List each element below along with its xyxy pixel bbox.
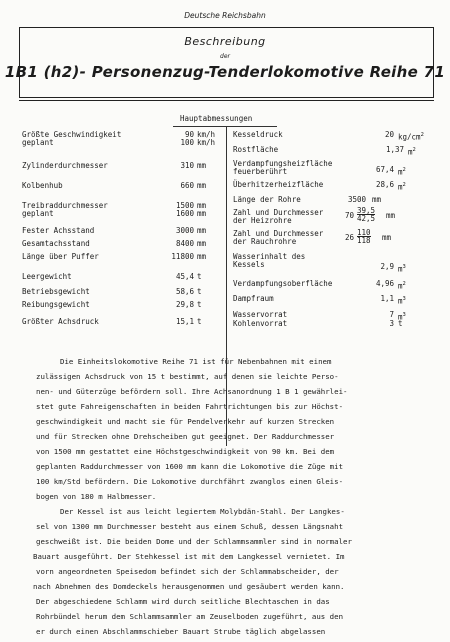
spec-right-value: 7: [389, 310, 394, 319]
spec-left-unit: mm: [197, 226, 207, 235]
spec-right-value: 1,37: [385, 145, 404, 154]
body-line: nach Abnehmen des Domdeckels herausgenommen und gesäubert werden kann.: [33, 582, 345, 591]
spec-left-unit: mm: [197, 181, 207, 190]
body-line: zulässigen Achsdruck von 15 t bestimmt, auf denen sie leichte Perso-: [36, 372, 339, 381]
spec-right-unit: $m^2$: [398, 281, 406, 291]
spec-left-label: Fester Achsstand: [22, 226, 95, 235]
spec-left-value: 15,1: [175, 317, 194, 326]
title-divider: [19, 97, 434, 98]
spec-right-unit: mm: [382, 233, 392, 242]
body-line: geschwindigkeit und macht sie für Pendelverkehr auf kurzen Strecken: [36, 417, 335, 426]
fraction-denominator: 118: [357, 236, 371, 245]
spec-left-label: Kolbenhub: [22, 181, 63, 190]
spec-left-unit: mm: [197, 252, 207, 261]
spec-right-value: 3: [389, 319, 394, 328]
spec-right-label: Zahl und Durchmesser: [233, 208, 324, 217]
spec-left-value: 90: [184, 130, 194, 139]
spec-left-unit: t: [197, 317, 202, 326]
spec-right-value: 1,1: [380, 294, 394, 303]
spec-right-unit: $m^2$: [398, 167, 406, 177]
spec-left-value: 660: [180, 181, 194, 190]
column-divider: [226, 127, 227, 446]
spec-right-unit: $m^2$: [398, 182, 406, 192]
spec-right-value: 67,4: [375, 165, 394, 174]
spec-left-label: Treibraddurchmesser: [22, 201, 108, 210]
body-line: nen- und Güterzüge befördern soll. Ihre Achsanordnung 1 B 1 gewährlei-: [36, 387, 348, 396]
spec-right-value: 2,9: [380, 262, 394, 271]
spec-right-unit: $m^3$: [398, 264, 406, 274]
body-line: er durch einen Abschlammschieber Bauart Strube täglich abgelassen: [36, 627, 326, 636]
body-line: von 1500 mm gestattet eine Höchstgeschwindigkeit von 90 km. Bei dem: [36, 447, 335, 456]
spec-right-label: Zahl und Durchmesser: [233, 229, 324, 238]
spec-right-count: 70: [344, 211, 354, 220]
spec-right-label: der Heizrohre: [233, 216, 292, 225]
spec-right-value: 4,96: [375, 279, 394, 288]
spec-left-label: Leergewicht: [22, 272, 72, 281]
spec-right-label: Verdampfungsoberfläche: [233, 279, 333, 288]
spec-left-label: Betriebsgewicht: [22, 287, 90, 296]
spec-right-unit: $m^3$: [398, 312, 406, 322]
spec-right-label: Rostfläche: [233, 145, 279, 154]
spec-left-label: Länge über Puffer: [22, 252, 99, 261]
spec-left-value: 310: [180, 161, 194, 170]
dimensions-heading: Hauptabmessungen: [180, 114, 253, 123]
spec-right-unit: $m^3$: [398, 296, 406, 306]
spec-left-value: 45,4: [175, 272, 194, 281]
body-line: geschweißt ist. Die beiden Dome und der Schlammsammler sind in normaler: [36, 537, 352, 546]
issuer-label: Deutsche Reichsbahn: [184, 11, 266, 20]
spec-left-unit: t: [197, 287, 202, 296]
spec-right-count: 26: [344, 233, 354, 242]
spec-right-label: Kesseldruck: [233, 130, 283, 139]
spec-left-value: 3000: [175, 226, 194, 235]
spec-left-label: Größter Achsdruck: [22, 317, 99, 326]
document-type-sub: der: [220, 53, 230, 60]
spec-right-unit: mm: [372, 195, 382, 204]
body-line: Die Einheitslokomotive Reihe 71 ist für Nebenbahnen mit einem: [60, 357, 332, 366]
body-line: Der Kessel ist aus leicht legiertem Molybdän-Stahl. Der Langkes-: [60, 507, 345, 516]
spec-right-unit: mm: [386, 211, 396, 220]
spec-right-label: der Rauchrohre: [233, 237, 297, 246]
fraction-numerator: 110: [357, 228, 371, 237]
spec-right-fraction: [357, 207, 375, 222]
spec-left-value: 1600: [175, 209, 194, 218]
fraction-numerator: 39,5: [357, 206, 376, 215]
spec-left-unit: mm: [197, 239, 207, 248]
body-line: geplanten Raddurchmesser von 1600 mm kann die Lokomotive die Züge mit: [36, 462, 344, 471]
spec-left-value: 1500: [175, 201, 194, 210]
spec-left-label: Reibungsgewicht: [22, 300, 90, 309]
spec-right-label: Verdampfungsheizfläche: [233, 159, 333, 168]
spec-right-unit: $kg/cm^2$: [398, 132, 424, 142]
spec-right-value: 28,6: [375, 180, 394, 189]
spec-left-value: 58,6: [175, 287, 194, 296]
body-line: 100 km/Std befördern. Die Lokomotive durchfährt zwanglos einen Gleis-: [36, 477, 344, 486]
dimensions-heading-rule: [173, 126, 277, 127]
spec-right-label: Überhitzerheizfläche: [233, 180, 324, 189]
body-line: Rohrbündel herum dem Schlammsammler am Zeuselboden zugeführt, aus den: [36, 612, 344, 621]
spec-right-label: feuerberührt: [233, 167, 288, 176]
spec-left-unit: mm: [197, 161, 207, 170]
spec-left-unit: t: [197, 272, 202, 281]
document-title: 1B1 (h2)- Personenzug-Tenderlokomotive Reihe 71: [4, 63, 446, 81]
spec-left-unit: mm: [197, 209, 207, 218]
title-divider: [19, 100, 434, 101]
spec-right-label: Dampfraum: [233, 294, 274, 303]
document-type: Beschreibung: [184, 35, 266, 48]
spec-left-label: Zylinderdurchmesser: [22, 161, 108, 170]
spec-right-unit: $m^2$: [408, 147, 416, 157]
spec-left-label: geplant: [22, 209, 54, 218]
body-line: sel von 1300 mm Durchmesser besteht aus einem Schuß, dessen Längsnaht: [36, 522, 344, 531]
spec-right-label: Kessels: [233, 260, 265, 269]
body-line: stet gute Fahreigenschaften in beiden Fahrtrichtungen bis zur Höchst-: [36, 402, 344, 411]
spec-left-unit: km/h: [197, 130, 216, 139]
spec-left-unit: km/h: [197, 138, 216, 147]
spec-right-fraction: [357, 229, 371, 244]
spec-left-unit: mm: [197, 201, 207, 210]
fraction-denominator: 42,5: [357, 214, 376, 223]
spec-right-label: Kohlenvorrat: [233, 319, 288, 328]
spec-left-value: 11800: [171, 252, 194, 261]
spec-left-label: Größte Geschwindigkeit: [22, 130, 122, 139]
spec-right-unit: t: [398, 319, 403, 328]
spec-right-label: Wasserinhalt des: [233, 252, 306, 261]
body-line: und für Strecken ohne Drehscheiben gut geeignet. Der Raddurchmesser: [36, 432, 335, 441]
spec-left-unit: t: [197, 300, 202, 309]
spec-left-label: geplant: [22, 138, 54, 147]
body-line: vorn angeordneten Speisedom befindet sich der Schlammabscheider, der: [36, 567, 339, 576]
spec-left-value: 29,8: [175, 300, 194, 309]
spec-left-label: Gesamtachsstand: [22, 239, 90, 248]
spec-left-value: 100: [180, 138, 194, 147]
spec-left-value: 8400: [175, 239, 194, 248]
spec-right-value: 20: [384, 130, 394, 139]
spec-right-value: 3500: [347, 195, 366, 204]
body-line: Der abgeschiedene Schlamm wird durch seitliche Blechtaschen in das: [36, 597, 330, 606]
spec-right-label: Länge der Rohre: [233, 195, 301, 204]
body-line: bogen von 180 m Halbmesser.: [36, 492, 157, 501]
body-line: Bauart ausgeführt. Der Stehkessel ist mit dem Langkessel vernietet. Im: [33, 552, 345, 561]
spec-right-label: Wasservorrat: [233, 310, 288, 319]
